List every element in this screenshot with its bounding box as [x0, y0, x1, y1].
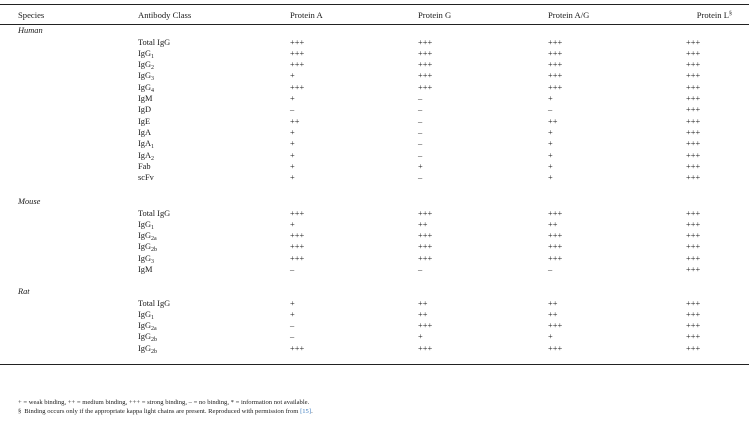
- protein-a-cell: +++: [290, 48, 305, 58]
- protein-a-cell: +: [290, 162, 295, 172]
- protein-ag-cell: +++: [548, 242, 563, 252]
- antibody-class-cell: [138, 321, 157, 332]
- protein-l-cell: +++: [686, 139, 701, 149]
- protein-ag-cell: –: [548, 105, 553, 115]
- antibody-class-name: IgG: [138, 253, 152, 263]
- antibody-class-name: IgG: [138, 242, 152, 252]
- protein-l-cell: +++: [686, 94, 701, 104]
- protein-a-cell: ++: [290, 116, 300, 126]
- protein-l-cell: +++: [686, 162, 701, 172]
- protein-l-cell: +++: [686, 128, 701, 138]
- protein-l-cell: +++: [686, 253, 701, 263]
- protein-g-cell: +++: [418, 82, 433, 92]
- antibody-class-name: IgA: [138, 150, 152, 160]
- antibody-subclass: 2: [151, 65, 155, 72]
- protein-l-cell: +++: [686, 321, 701, 331]
- protein-ag-cell: +++: [548, 208, 563, 218]
- protein-ag-cell: +: [548, 173, 553, 183]
- protein-l-cell: +++: [686, 309, 701, 319]
- protein-l-cell: +++: [686, 343, 701, 353]
- section-species-label: Human: [18, 26, 43, 35]
- protein-l-cell: +++: [686, 150, 701, 160]
- protein-ag-cell: +: [548, 128, 553, 138]
- antibody-class-cell: [138, 344, 157, 355]
- antibody-class-cell: [138, 310, 154, 321]
- antibody-subclass: 2: [151, 155, 155, 162]
- reference-link[interactable]: [15]: [300, 408, 312, 415]
- protein-a-cell: +: [290, 94, 295, 104]
- protein-g-cell: ++: [418, 298, 428, 308]
- protein-a-cell: +++: [290, 208, 305, 218]
- protein-a-cell: +++: [290, 60, 305, 70]
- footnote-end: .: [311, 408, 313, 415]
- antibody-class-name: IgG: [138, 321, 152, 331]
- protein-g-cell: –: [418, 105, 423, 115]
- protein-ag-cell: ++: [548, 116, 558, 126]
- protein-ag-cell: +++: [548, 321, 563, 331]
- header-rule: [0, 24, 749, 25]
- protein-ag-cell: –: [548, 265, 553, 275]
- antibody-class-name: IgE: [138, 116, 151, 126]
- protein-ag-cell: +++: [548, 343, 563, 353]
- protein-ag-cell: +: [548, 94, 553, 104]
- header-protein-ag: Protein A/G: [548, 10, 590, 20]
- protein-a-cell: +: [290, 139, 295, 149]
- protein-ag-cell: +++: [548, 37, 563, 47]
- antibody-class-name: IgM: [138, 265, 153, 275]
- protein-a-cell: –: [290, 321, 295, 331]
- protein-g-cell: +: [418, 162, 423, 172]
- bottom-rule: [0, 364, 749, 365]
- protein-g-cell: –: [418, 94, 423, 104]
- antibody-class-cell: [138, 162, 151, 172]
- protein-a-cell: –: [290, 265, 295, 275]
- antibody-subclass: 1: [151, 53, 155, 60]
- antibody-class-name: IgG: [138, 309, 152, 319]
- protein-l-cell: +++: [686, 208, 701, 218]
- protein-l-cell: +++: [686, 231, 701, 241]
- protein-g-cell: +++: [418, 48, 433, 58]
- antibody-class-cell: [138, 49, 154, 60]
- antibody-class-cell: [138, 231, 157, 242]
- protein-ag-cell: +++: [548, 60, 563, 70]
- antibody-subclass: 2b: [151, 247, 158, 254]
- protein-a-cell: –: [290, 105, 295, 115]
- protein-ag-cell: +: [548, 150, 553, 160]
- protein-g-cell: –: [418, 128, 423, 138]
- protein-ag-cell: +++: [548, 71, 563, 81]
- protein-a-cell: +++: [290, 343, 305, 353]
- antibody-subclass: 2b: [151, 348, 158, 355]
- antibody-class-name: IgG: [138, 71, 152, 81]
- antibody-subclass: 3: [151, 258, 155, 265]
- protein-g-cell: +++: [418, 60, 433, 70]
- protein-a-cell: +: [290, 173, 295, 183]
- antibody-class-cell: [138, 220, 154, 231]
- protein-ag-cell: ++: [548, 298, 558, 308]
- protein-l-cell: +++: [686, 71, 701, 81]
- antibody-class-name: IgG: [138, 332, 152, 342]
- protein-g-cell: ++: [418, 309, 428, 319]
- protein-ag-cell: +++: [548, 82, 563, 92]
- antibody-class-cell: [138, 38, 170, 48]
- protein-ag-cell: ++: [548, 219, 558, 229]
- antibody-class-name: Total IgG: [138, 298, 171, 308]
- antibody-subclass: 2b: [151, 337, 158, 344]
- protein-g-cell: +++: [418, 231, 433, 241]
- protein-ag-cell: +: [548, 162, 553, 172]
- protein-a-cell: +: [290, 298, 295, 308]
- antibody-class-cell: [138, 299, 170, 309]
- header-protein-a: Protein A: [290, 10, 323, 20]
- antibody-subclass: 2a: [151, 326, 157, 333]
- protein-ag-cell: +++: [548, 48, 563, 58]
- protein-a-cell: +++: [290, 253, 305, 263]
- header-protein-g: Protein G: [418, 10, 452, 20]
- protein-g-cell: +++: [418, 321, 433, 331]
- protein-a-cell: +: [290, 128, 295, 138]
- protein-l-cell: +++: [686, 298, 701, 308]
- antibody-class-cell: [138, 60, 154, 71]
- antibody-class-cell: [138, 71, 154, 82]
- antibody-class-cell: [138, 173, 154, 183]
- protein-g-cell: –: [418, 150, 423, 160]
- antibody-class-name: IgD: [138, 105, 152, 115]
- header-species: Species: [18, 10, 45, 20]
- header-protein-l-label: Protein L: [696, 10, 729, 20]
- protein-a-cell: +: [290, 219, 295, 229]
- antibody-class-cell: [138, 128, 151, 138]
- antibody-class-cell: [138, 254, 154, 265]
- section-species-label: Mouse: [18, 197, 41, 206]
- protein-ag-cell: ++: [548, 309, 558, 319]
- header-protein-l: [697, 10, 732, 22]
- antibody-subclass: 1: [151, 144, 155, 151]
- protein-a-cell: +++: [290, 37, 305, 47]
- footnote-legend: + = weak binding, ++ = medium binding, +++ = strong binding, – = no binding, * = information not available.: [18, 399, 310, 406]
- antibody-class-cell: [138, 117, 150, 127]
- antibody-class-name: Fab: [138, 162, 151, 172]
- protein-g-cell: +++: [418, 208, 433, 218]
- antibody-class-cell: [138, 265, 152, 275]
- protein-l-cell: +++: [686, 242, 701, 252]
- section-species-label: Rat: [18, 287, 30, 296]
- protein-g-cell: –: [418, 139, 423, 149]
- protein-l-cell: +++: [686, 105, 701, 115]
- antibody-class-name: IgG: [138, 219, 152, 229]
- antibody-class-cell: [138, 209, 170, 219]
- protein-l-cell: +++: [686, 116, 701, 126]
- antibody-class-name: Total IgG: [138, 37, 171, 47]
- antibody-class-name: IgG: [138, 48, 152, 58]
- top-rule: [0, 4, 749, 5]
- antibody-class-name: scFv: [138, 173, 154, 183]
- protein-g-cell: +++: [418, 253, 433, 263]
- protein-g-cell: –: [418, 265, 423, 275]
- antibody-class-cell: [138, 332, 157, 343]
- antibody-subclass: 4: [151, 87, 155, 94]
- antibody-class-name: IgG: [138, 343, 152, 353]
- antibody-class-cell: [138, 83, 154, 94]
- protein-g-cell: +++: [418, 37, 433, 47]
- protein-a-cell: +: [290, 309, 295, 319]
- protein-ag-cell: +: [548, 139, 553, 149]
- protein-l-cell: +++: [686, 60, 701, 70]
- protein-a-cell: +++: [290, 231, 305, 241]
- protein-g-cell: +++: [418, 343, 433, 353]
- protein-g-cell: –: [418, 116, 423, 126]
- antibody-subclass: 1: [151, 224, 155, 231]
- footnote-text: Binding occurs only if the appropriate kappa light chains are present. Reproduced with permission from: [24, 408, 301, 415]
- antibody-subclass: 1: [151, 314, 155, 321]
- protein-a-cell: +++: [290, 242, 305, 252]
- antibody-class-cell: [138, 139, 154, 150]
- antibody-subclass: 3: [151, 76, 155, 83]
- protein-l-cell: +++: [686, 82, 701, 92]
- antibody-class-name: IgG: [138, 231, 152, 241]
- footnote-kappa: [18, 408, 313, 416]
- protein-a-cell: +++: [290, 82, 305, 92]
- antibody-class-name: IgM: [138, 94, 153, 104]
- protein-l-cell: +++: [686, 37, 701, 47]
- protein-a-cell: +: [290, 150, 295, 160]
- antibody-class-cell: [138, 105, 151, 115]
- protein-ag-cell: +++: [548, 231, 563, 241]
- protein-l-cell: +++: [686, 265, 701, 275]
- protein-g-cell: ++: [418, 219, 428, 229]
- header-antibody-class: Antibody Class: [138, 10, 192, 20]
- protein-l-cell: +++: [686, 48, 701, 58]
- protein-g-cell: –: [418, 173, 423, 183]
- header-protein-l-mark: §: [729, 11, 732, 17]
- protein-l-cell: +++: [686, 173, 701, 183]
- antibody-subclass: 2a: [151, 236, 157, 243]
- antibody-class-name: IgA: [138, 128, 152, 138]
- antibody-class-name: IgG: [138, 82, 152, 92]
- protein-g-cell: +++: [418, 242, 433, 252]
- protein-l-cell: +++: [686, 332, 701, 342]
- antibody-class-cell: [138, 151, 154, 162]
- protein-a-cell: +: [290, 71, 295, 81]
- antibody-class-cell: [138, 94, 152, 104]
- antibody-class-cell: [138, 242, 157, 253]
- protein-g-cell: +++: [418, 71, 433, 81]
- protein-g-cell: +: [418, 332, 423, 342]
- antibody-class-name: IgA: [138, 139, 152, 149]
- antibody-class-name: Total IgG: [138, 208, 171, 218]
- antibody-class-name: IgG: [138, 60, 152, 70]
- protein-ag-cell: +++: [548, 253, 563, 263]
- footnote-symbol: §: [18, 408, 22, 415]
- protein-a-cell: –: [290, 332, 295, 342]
- protein-l-cell: +++: [686, 219, 701, 229]
- protein-ag-cell: +: [548, 332, 553, 342]
